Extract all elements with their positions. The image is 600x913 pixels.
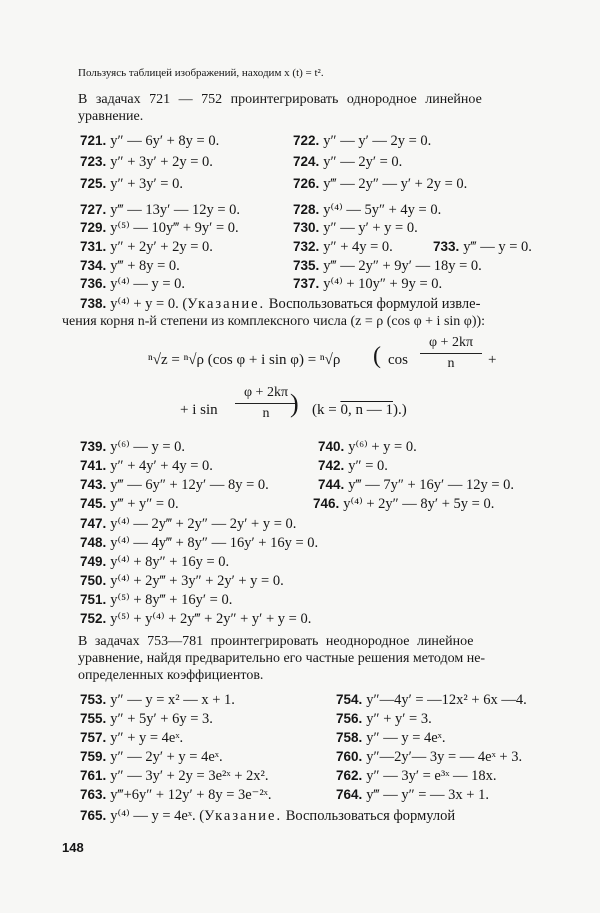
problem-row xyxy=(80,554,229,571)
problem-row xyxy=(80,768,268,785)
problem-number: 728. xyxy=(293,202,320,217)
open-paren: ( xyxy=(373,343,381,369)
problem-row xyxy=(336,768,497,785)
section2-intro-line3: определенных коэффициентов. xyxy=(78,668,264,683)
k-suffix: ).) xyxy=(392,402,407,418)
problem-number: 755. xyxy=(80,711,107,726)
equation: y″ — y′ + y = 0. xyxy=(323,220,418,236)
problem-number: 749. xyxy=(80,554,107,569)
equation: y⁽⁴⁾ + 8y″ + 16y = 0. xyxy=(110,554,230,570)
problem-row xyxy=(80,258,180,275)
problem-row xyxy=(313,496,494,513)
k-prefix: (k = xyxy=(312,402,341,418)
equation: y⁽⁴⁾ — 2y‴ + 2y″ — 2y′ + y = 0. xyxy=(110,516,297,532)
equation: y⁽⁵⁾ + 8y‴ + 16y′ = 0. xyxy=(110,592,233,608)
problem-number: 737. xyxy=(293,276,320,291)
problem-row xyxy=(80,535,318,552)
equation: y″ — 3y′ = e³ˣ — 18x. xyxy=(366,768,497,784)
formula-plus: + xyxy=(488,352,497,368)
problem-number: 725. xyxy=(80,176,107,191)
equation: y‴ — 6y″ + 12y′ — 8y = 0. xyxy=(110,477,269,493)
problem-number: 765. xyxy=(80,808,107,823)
section1-intro-line1: В задачах 721 — 752 проинтегрировать однородное линейное xyxy=(78,92,482,107)
problem-number: 739. xyxy=(80,439,107,454)
equation: y⁽⁴⁾ + y = 0. ( xyxy=(110,296,188,312)
problem-row xyxy=(80,458,213,475)
equation: y″ — y′ — 2y = 0. xyxy=(323,133,432,149)
problem-number: 743. xyxy=(80,477,107,492)
problem-row xyxy=(80,592,232,609)
fraction-bar xyxy=(235,403,297,404)
equation: y‴+6y″ + 12y′ + 8y = 3e⁻²ˣ. xyxy=(110,787,272,803)
equation: y‴ — 7y″ + 16y′ — 12y = 0. xyxy=(348,477,515,493)
problem-number: 762. xyxy=(336,768,363,783)
formula-isin: + i sin xyxy=(180,402,218,418)
problem-row xyxy=(293,154,402,171)
close-paren: ) xyxy=(290,389,299,418)
problem-row xyxy=(293,258,482,275)
equation: y″ + 3y′ + 2y = 0. xyxy=(110,154,213,170)
problem-number: 760. xyxy=(336,749,363,764)
intro-line: Пользуясь таблицей изображений, находим x (t) = t². xyxy=(78,67,324,79)
problem-row xyxy=(80,516,296,533)
problem-765 xyxy=(80,808,455,825)
equation: y⁽⁴⁾ + 2y‴ + 3y″ + 2y′ + y = 0. xyxy=(110,573,284,589)
problem-number: 721. xyxy=(80,133,107,148)
equation: y″ + y′ = 3. xyxy=(366,711,432,727)
problem-row xyxy=(293,133,431,150)
problem-row xyxy=(80,573,284,590)
equation: y″ — 2y′ + y = 4eˣ. xyxy=(110,749,223,765)
problem-number: 732. xyxy=(293,239,320,254)
equation: y⁽⁴⁾ + 2y″ — 8y′ + 5y = 0. xyxy=(343,496,495,512)
problem-number: 738. xyxy=(80,296,107,311)
problem-number: 759. xyxy=(80,749,107,764)
fraction-1-denominator: n xyxy=(447,356,455,371)
problem-number: 741. xyxy=(80,458,107,473)
equation: y″ + y = 4eˣ. xyxy=(110,730,184,746)
equation: y″ = 0. xyxy=(348,458,388,474)
problem-number: 734. xyxy=(80,258,107,273)
fraction-bar xyxy=(420,353,482,354)
problem-row xyxy=(80,154,213,171)
problem-number: 730. xyxy=(293,220,320,235)
problem-number: 731. xyxy=(80,239,107,254)
problem-number: 752. xyxy=(80,611,107,626)
problem-number: 740. xyxy=(318,439,345,454)
problem-row xyxy=(80,787,272,804)
problem-row xyxy=(80,220,239,237)
equation: y⁽⁵⁾ + y⁽⁴⁾ + 2y‴ + 2y″ + y′ + y = 0. xyxy=(110,611,312,627)
hint-label: Указание. xyxy=(204,808,283,824)
equation: y‴ + 8y = 0. xyxy=(110,258,180,274)
problem-row xyxy=(318,458,388,475)
problem-row xyxy=(80,276,185,293)
problem-number: 733. xyxy=(433,239,460,254)
problem-number: 756. xyxy=(336,711,363,726)
equation: y⁽⁶⁾ + y = 0. xyxy=(348,439,417,455)
equation: y″ — 2y′ = 0. xyxy=(323,154,403,170)
equation: y″ — 6y′ + 8y = 0. xyxy=(110,133,220,149)
problem-row xyxy=(336,692,527,709)
problem-row xyxy=(80,133,219,150)
problem-number: 757. xyxy=(80,730,107,745)
equation: y‴ — 2y″ — y′ + 2y = 0. xyxy=(323,176,468,192)
equation: y⁽⁴⁾ — y = 0. xyxy=(110,276,186,292)
problem-row xyxy=(80,477,269,494)
equation: y⁽⁴⁾ — 5y″ + 4y = 0. xyxy=(323,202,442,218)
equation: y‴ — y = 0. xyxy=(463,239,532,255)
equation: y⁽⁴⁾ + 10y″ + 9y = 0. xyxy=(323,276,443,292)
problem-number: 745. xyxy=(80,496,107,511)
equation: y″—4y′ = —12x² + 6x —4. xyxy=(366,692,527,708)
equation: y⁽⁴⁾ — 4y‴ + 8y″ — 16y′ + 16y = 0. xyxy=(110,535,319,551)
problem-number: 726. xyxy=(293,176,320,191)
section2-intro-line1: В задачах 753—781 проинтегрировать неоднородное линейное xyxy=(78,634,474,649)
equation: y″ — 3y′ + 2y = 3e²ˣ + 2x². xyxy=(110,768,269,784)
formula-cos: cos xyxy=(388,352,408,368)
problem-row xyxy=(80,692,235,709)
hint-text: Воспользоваться формулой xyxy=(282,808,456,824)
problem-number: 763. xyxy=(80,787,107,802)
problem-row xyxy=(293,176,467,193)
fraction-2-denominator: n xyxy=(262,406,270,421)
problem-number: 746. xyxy=(313,496,340,511)
equation: y″ + 2y′ + 2y = 0. xyxy=(110,239,213,255)
problem-row xyxy=(80,749,223,766)
equation: y⁽⁶⁾ — y = 0. xyxy=(110,439,186,455)
problem-row xyxy=(80,711,213,728)
section2-intro-line2: уравнение, найдя предварительно его частные решения методом не- xyxy=(78,651,486,666)
problem-row xyxy=(318,477,514,494)
problem-row xyxy=(433,239,532,256)
problem-number: 748. xyxy=(80,535,107,550)
problem-row xyxy=(80,439,185,456)
problem-738-line2: чения корня n-й степени из комплексного числа (z = ρ (cos φ + i sin φ)): xyxy=(62,314,486,329)
equation: y‴ — 2y″ + 9y′ — 18y = 0. xyxy=(323,258,482,274)
equation: y⁽⁵⁾ — 10y‴ + 9y′ = 0. xyxy=(110,220,239,236)
equation: y⁽⁴⁾ — y = 4eˣ. ( xyxy=(110,808,205,824)
problem-row xyxy=(293,202,441,219)
problem-row xyxy=(336,749,522,766)
problem-number: 723. xyxy=(80,154,107,169)
problem-number: 764. xyxy=(336,787,363,802)
equation: y‴ + y″ = 0. xyxy=(110,496,179,512)
hint-label: Указание. xyxy=(187,296,266,312)
problem-row xyxy=(80,496,179,513)
problem-row xyxy=(80,611,311,628)
problem-number: 736. xyxy=(80,276,107,291)
problem-number: 744. xyxy=(318,477,345,492)
problem-row xyxy=(293,239,393,256)
problem-number: 753. xyxy=(80,692,107,707)
problem-number: 742. xyxy=(318,458,345,473)
problem-number: 729. xyxy=(80,220,107,235)
problem-row xyxy=(80,730,183,747)
problem-number: 750. xyxy=(80,573,107,588)
k-range xyxy=(312,402,407,419)
problem-row xyxy=(293,220,418,237)
equation: y″ — y = 4eˣ. xyxy=(366,730,446,746)
equation: y‴ — 13y′ — 12y = 0. xyxy=(110,202,241,218)
equation: y″ + 4y′ + 4y = 0. xyxy=(110,458,213,474)
fraction-1-numerator: φ + 2kπ xyxy=(428,335,474,350)
problem-number: 722. xyxy=(293,133,320,148)
problem-row xyxy=(336,787,489,804)
problem-number: 761. xyxy=(80,768,107,783)
problem-number: 758. xyxy=(336,730,363,745)
equation: y‴ — y″ = — 3x + 1. xyxy=(366,787,489,803)
equation: y″ — y = x² — x + 1. xyxy=(110,692,235,708)
problem-row xyxy=(80,176,183,193)
problem-number: 754. xyxy=(336,692,363,707)
problem-row xyxy=(336,711,432,728)
problem-row xyxy=(318,439,417,456)
problem-row xyxy=(336,730,446,747)
problem-number: 724. xyxy=(293,154,320,169)
problem-number: 727. xyxy=(80,202,107,217)
fraction-2-numerator: φ + 2kπ xyxy=(243,385,289,400)
problem-number: 747. xyxy=(80,516,107,531)
problem-row xyxy=(80,202,240,219)
problem-738-line1 xyxy=(80,296,480,313)
k-values: 0, n — 1 xyxy=(340,402,393,418)
equation: y″ + 4y = 0. xyxy=(323,239,393,255)
page-number: 148 xyxy=(62,840,84,855)
problem-number: 751. xyxy=(80,592,107,607)
formula-lhs: ⁿ√z = ⁿ√ρ (cos φ + i sin φ) = ⁿ√ρ xyxy=(148,352,341,368)
hint-text: Воспользоваться формулой извле- xyxy=(265,296,481,312)
equation: y″—2y′— 3y = — 4eˣ + 3. xyxy=(366,749,523,765)
equation: y″ + 5y′ + 6y = 3. xyxy=(110,711,213,727)
problem-row xyxy=(80,239,213,256)
problem-number: 735. xyxy=(293,258,320,273)
problem-row xyxy=(293,276,442,293)
fraction-2 xyxy=(235,385,297,422)
section1-intro-line2: уравнение. xyxy=(78,109,144,124)
equation: y″ + 3y′ = 0. xyxy=(110,176,183,192)
fraction-1 xyxy=(420,335,482,372)
